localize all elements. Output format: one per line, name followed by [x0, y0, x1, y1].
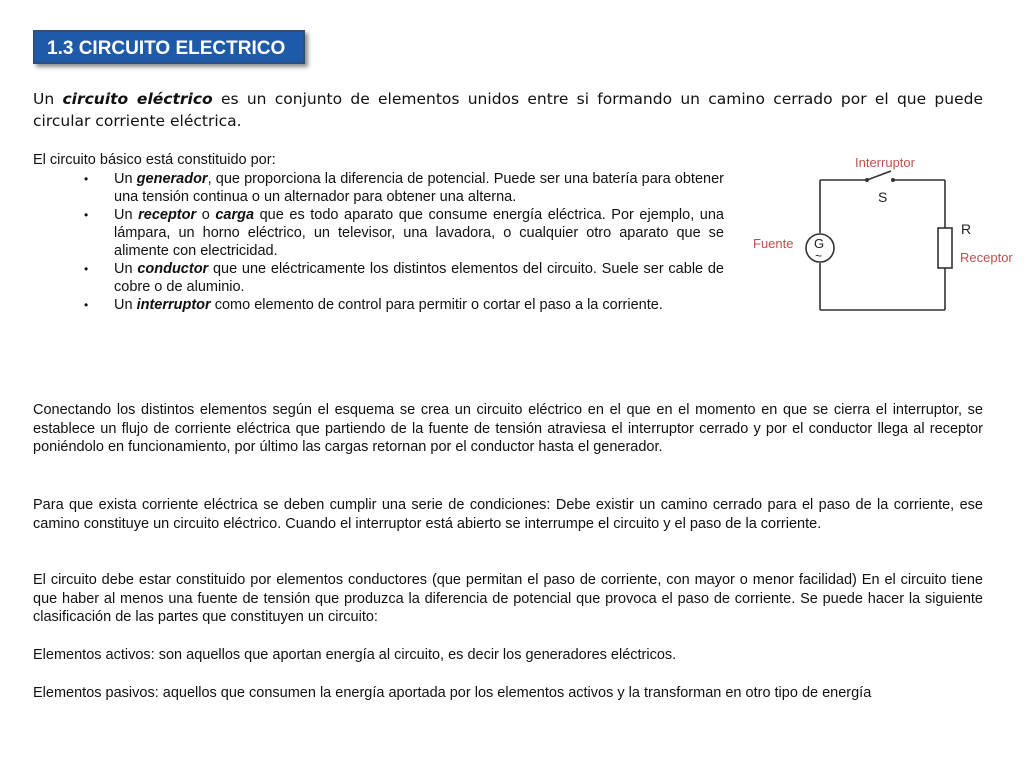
intro-paragraph: [33, 88, 983, 132]
label-s: S: [878, 189, 888, 205]
label-fuente: Fuente: [753, 236, 794, 251]
paragraph-pasivos: Elementos pasivos: aquellos que consumen la energía aportada por los elementos activos y la transforman en otro tipo de energía: [33, 685, 872, 701]
list-item-generador: • Un generador, que proporciona la diferencia de potencial. Puede ser una batería para obtener una tensión continua o un alternador para obtener una alterna.: [78, 170, 724, 206]
paragraph-condiciones: Para que exista corriente eléctrica se deben cumplir una serie de condiciones: Debe existir un camino cerrado para el paso de la corriente, ese camino constituye un circuito eléctrico. Cuando el interruptor está abierto se interrumpe el circuito y el paso de la corriente.: [33, 497, 983, 532]
label-receptor: Receptor: [960, 250, 1013, 265]
intro-bold-term: circuito eléctrico: [62, 90, 213, 108]
generator-tilde: ~: [815, 249, 823, 263]
list-item-receptor: • Un receptor o carga que es todo aparato que consume energía eléctrica. Por ejemplo, una lámpara, un horno eléctrico, un televisor, una lavadora, o cualquier otro aparato que se alimente con electricidad.: [78, 206, 724, 260]
slide-title: 1.3 CIRCUITO ELECTRICO: [33, 30, 305, 64]
label-r: R: [961, 221, 972, 237]
switch-symbol: [865, 171, 895, 182]
paragraph-constituido: El circuito debe estar constituido por elementos conductores (que permitan el paso de corriente, con mayor o menor facilidad) En el circuito tiene que haber al menos una fuente de tensión que produzca la diferencia de potencial que provoca el paso de corriente. Se puede hacer la siguiente clasificación de las partes que constituyen un circuito:: [33, 572, 983, 625]
circuit-diagram: [745, 150, 1024, 320]
intro-before: Un: [33, 90, 63, 108]
intro-after: es un conjunto de elementos unidos entre si formando un camino cerrado por el que puede circular corriente eléctrica.: [33, 90, 983, 130]
list-item-conductor: • Un conductor que une eléctricamente los distintos elementos del circuito. Suele ser cable de cobre o de aluminio.: [78, 260, 724, 296]
basic-circuit-label: El circuito básico está constituido por:: [33, 152, 276, 168]
label-interruptor: Interruptor: [855, 155, 915, 170]
paragraph-activos: Elementos activos: son aquellos que aportan energía al circuito, es decir los generadores eléctricos.: [33, 647, 677, 663]
list-item-interruptor: • Un interruptor como elemento de control para permitir o cortar el paso a la corriente.: [78, 296, 724, 314]
paragraph-conectando: Conectando los distintos elementos según el esquema se crea un circuito eléctrico en el que en el momento en que se cierra el interruptor, se establece un flujo de corriente eléctrica que partiendo de la fuente de tensión atraviesa el interruptor cerrado y por el conductor llega al receptor poniéndolo en funcionamiento, por último las cargas retornan por el conductor hasta el generador.: [33, 402, 983, 455]
generator-letter: G: [814, 236, 825, 251]
components-list: [78, 170, 724, 314]
resistor-symbol: [938, 228, 952, 268]
